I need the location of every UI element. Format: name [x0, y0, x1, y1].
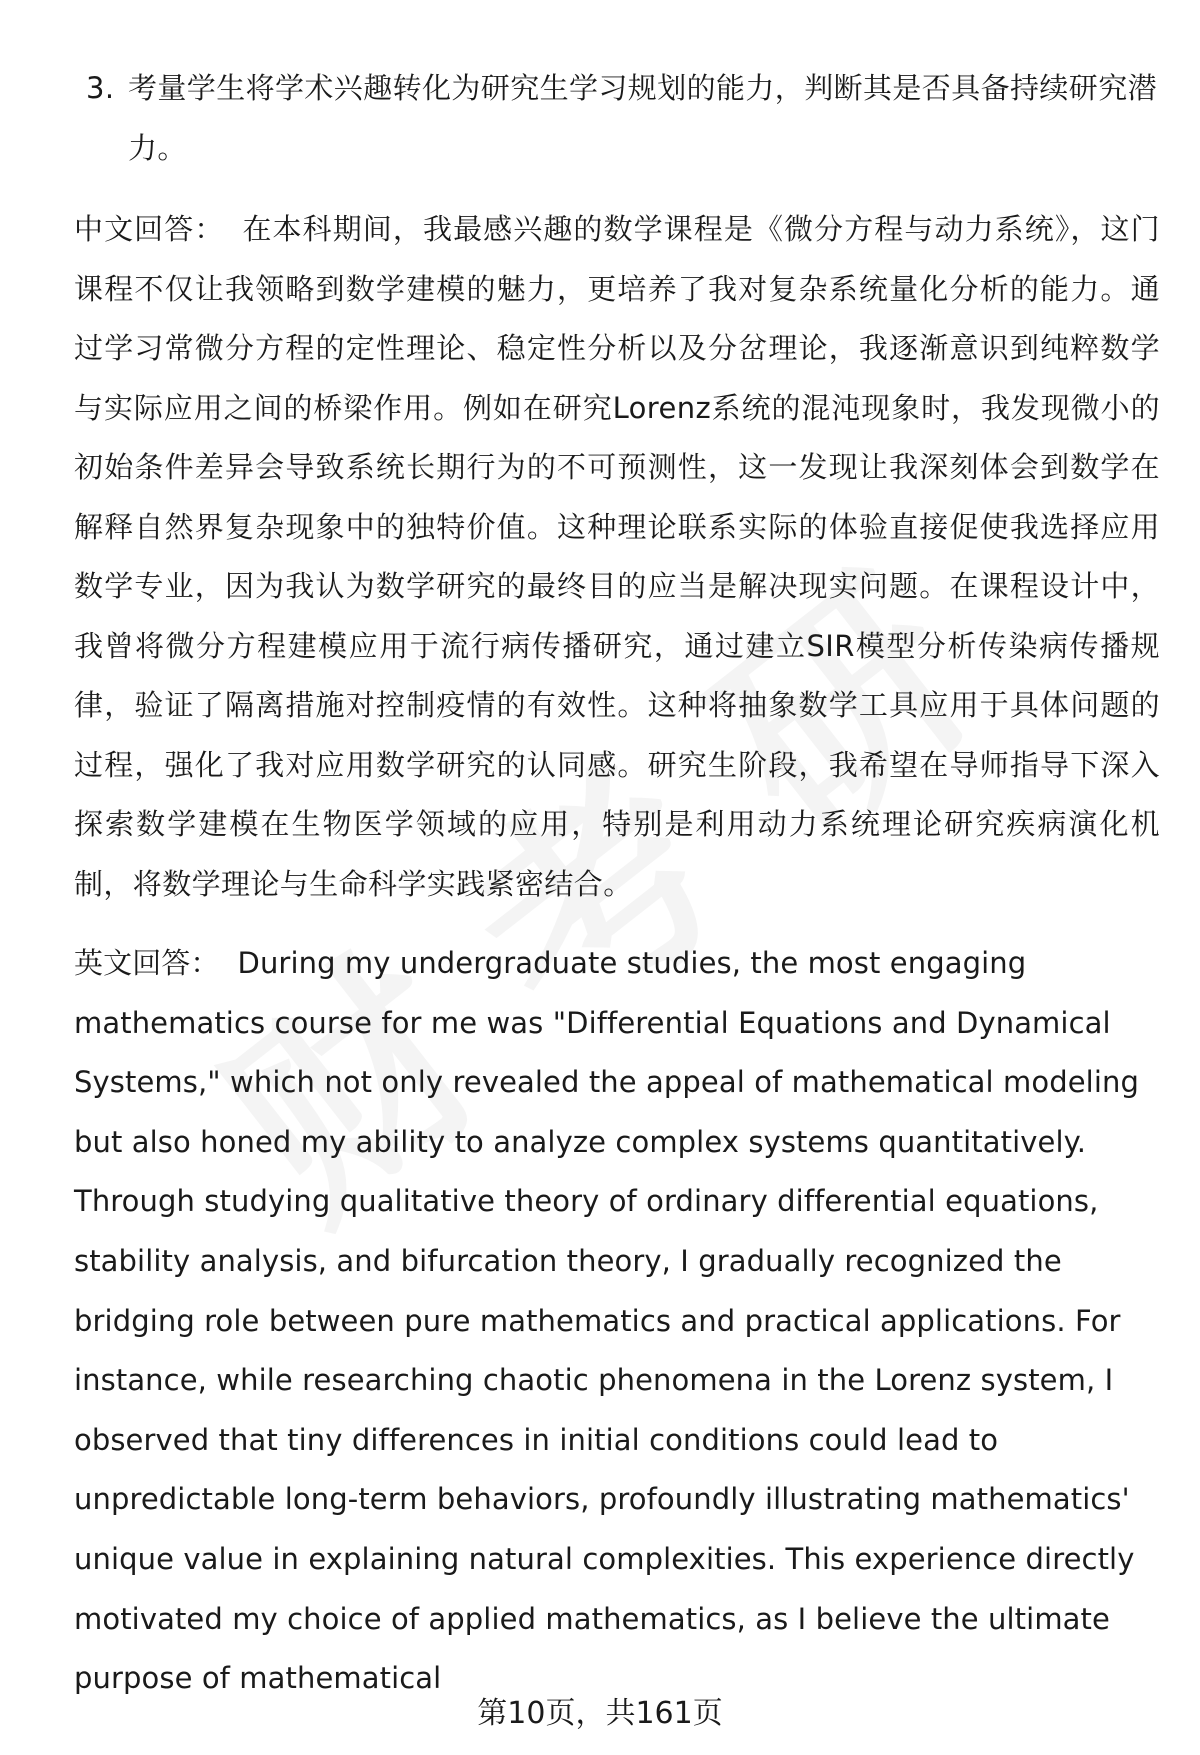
english-answer [74, 934, 1160, 1709]
page-number-footer: 第10页，共161页 [477, 1696, 723, 1731]
question-item [74, 58, 1160, 178]
chinese-answer-label: 中文回答： [74, 212, 225, 246]
english-answer-label: 英文回答： [74, 946, 220, 980]
page-content [74, 58, 1160, 1709]
question-number: 3. [86, 71, 115, 105]
english-answer-text: During my undergraduate studies, the most engaging mathematics course for me was "Differential Equations and Dynamical Systems," which not only revealed the appeal of mathematical modeling but also honed my ability to analyze complex systems quantitatively. Through studying qualitative theory of ordinary differential equations, stability analysis, and bifurcation theory, I gradually recognized the bridging role between pure mathematics and practical applications. For instance, while researching chaotic phenomena in the Lorenz system, I observed that tiny differences in initial conditions could lead to unpredictable long-term behaviors, profoundly illustrating mathematics' unique value in explaining natural complexities. This experience directly motivated my choice of applied mathematics, as I believe the ultimate purpose of mathematical [74, 946, 1139, 1696]
question-text: 考量学生将学术兴趣转化为研究生学习规划的能力，判断其是否具备持续研究潜力。 [128, 71, 1158, 165]
chinese-answer [74, 200, 1160, 914]
chinese-answer-text: 在本科期间，我最感兴趣的数学课程是《微分方程与动力系统》，这门课程不仅让我领略到数学建模的魅力，更培养了我对复杂系统量化分析的能力。通过学习常微分方程的定性理论、稳定性分析以及分岔理论，我逐渐意识到纯粹数学与实际应用之间的桥梁作用。例如在研究Lorenz系统的混沌现象时，我发现微小的初始条件差异会导致系统长期行为的不可预测性，这一发现让我深刻体会到数学在解释自然界复杂现象中的独特价值。这种理论联系实际的体验直接促使我选择应用数学专业，因为我认为数学研究的最终目的应当是解决现实问题。在课程设计中，我曾将微分方程建模应用于流行病传播研究，通过建立SIR模型分析传染病传播规律，验证了隔离措施对控制疫情的有效性。这种将抽象数学工具应用于具体问题的过程，强化了我对应用数学研究的认同感。研究生阶段，我希望在导师指导下深入探索数学建模在生物医学领域的应用，特别是利用动力系统理论研究疾病演化机制，将数学理论与生命科学实践紧密结合。 [74, 212, 1160, 901]
